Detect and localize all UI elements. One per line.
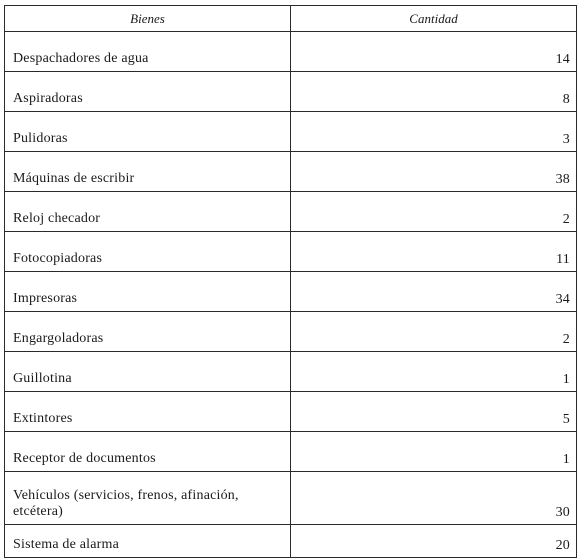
row-bien: Guillotina bbox=[5, 352, 291, 392]
table-row bbox=[5, 272, 577, 312]
row-bien: Pulidoras bbox=[5, 112, 291, 152]
row-bien: Aspiradoras bbox=[5, 72, 291, 112]
row-cantidad: 3 bbox=[291, 112, 577, 152]
row-bien: Engargoladoras bbox=[5, 312, 291, 352]
header-cantidad: Cantidad bbox=[291, 6, 577, 32]
row-cantidad: 11 bbox=[291, 232, 577, 272]
row-bien: Receptor de documentos bbox=[5, 432, 291, 472]
header-row bbox=[5, 6, 577, 32]
table-row bbox=[5, 32, 577, 72]
table-row bbox=[5, 112, 577, 152]
row-bien: Despachadores de agua bbox=[5, 32, 291, 72]
row-cantidad: 30 bbox=[291, 472, 577, 525]
row-bien: Sistema de alarma bbox=[5, 525, 291, 558]
inventory-table bbox=[4, 5, 577, 558]
row-cantidad: 14 bbox=[291, 32, 577, 72]
table-header bbox=[5, 6, 577, 32]
table-row bbox=[5, 392, 577, 432]
table-row bbox=[5, 72, 577, 112]
table-row bbox=[5, 472, 577, 525]
row-cantidad: 1 bbox=[291, 352, 577, 392]
row-bien: Vehículos (servicios, frenos, afinación, etcétera) bbox=[5, 472, 291, 525]
row-cantidad: 38 bbox=[291, 152, 577, 192]
table-row bbox=[5, 152, 577, 192]
row-cantidad: 2 bbox=[291, 192, 577, 232]
row-cantidad: 8 bbox=[291, 72, 577, 112]
row-bien: Extintores bbox=[5, 392, 291, 432]
row-bien: Impresoras bbox=[5, 272, 291, 312]
row-cantidad: 2 bbox=[291, 312, 577, 352]
row-bien: Máquinas de escribir bbox=[5, 152, 291, 192]
table-row bbox=[5, 352, 577, 392]
row-cantidad: 1 bbox=[291, 432, 577, 472]
table-row bbox=[5, 312, 577, 352]
table-row bbox=[5, 232, 577, 272]
row-bien: Reloj checador bbox=[5, 192, 291, 232]
header-bienes: Bienes bbox=[5, 6, 291, 32]
row-cantidad: 34 bbox=[291, 272, 577, 312]
table-row bbox=[5, 525, 577, 558]
table-body bbox=[5, 32, 577, 558]
table-row bbox=[5, 432, 577, 472]
row-bien: Fotocopiadoras bbox=[5, 232, 291, 272]
table-row bbox=[5, 192, 577, 232]
row-cantidad: 5 bbox=[291, 392, 577, 432]
row-cantidad: 20 bbox=[291, 525, 577, 558]
